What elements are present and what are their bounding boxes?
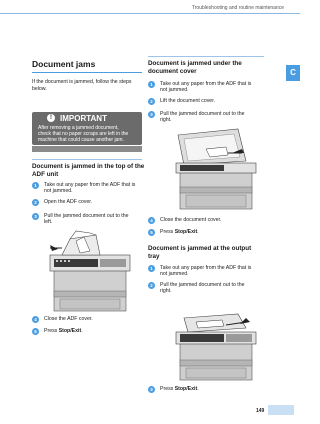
section-rule (148, 56, 264, 57)
section1-heading: Document is jammed in the top of the ADF unit (32, 163, 145, 178)
page-number: 149 (256, 408, 265, 414)
s3-step-1: 1 Take out any paper from the ADF that is not jammed. (148, 265, 251, 278)
s3-step-2: 2 Pull the jammed document out to the right. (148, 282, 245, 295)
printer-output-tray-illustration (166, 298, 266, 382)
step-number-icon: 1 (148, 265, 155, 272)
important-label: IMPORTANT (60, 114, 107, 123)
step-number-icon: 2 (148, 98, 155, 105)
s2-step-1: 1 Take out any paper from the ADF that is not jammed. (148, 81, 251, 94)
step-number-icon: 4 (32, 316, 39, 323)
chapter-tab: C (286, 65, 300, 81)
step-number-icon: 3 (148, 386, 155, 393)
s2-step-2: 2 Lift the document cover. (148, 98, 215, 105)
step-number-icon: 2 (148, 282, 155, 289)
intro-line-2: below. (32, 86, 47, 92)
s2-step-4: 4 Close the document cover. (148, 217, 221, 224)
intro-line-1: If the document is jammed, follow the steps (32, 79, 132, 85)
step-number-icon: 4 (148, 217, 155, 224)
running-header: Troubleshooting and routine maintenance (191, 5, 284, 11)
s1-step-5: 5 Press Stop/Exit. (32, 328, 83, 335)
section-rule (32, 159, 142, 160)
section2-heading: Document is jammed under the document cover (148, 60, 242, 75)
s1-step-2: 2 Open the ADF cover. (32, 199, 92, 206)
header-rule (0, 13, 300, 14)
step-number-icon: 1 (32, 182, 39, 189)
step-number-icon: 5 (148, 229, 155, 236)
step-number-icon: 3 (32, 213, 39, 220)
s2-step-3: 3 Pull the jammed document out to the right. (148, 111, 245, 124)
title-rule (32, 72, 142, 73)
step-number-icon: 3 (148, 111, 155, 118)
page-number-bar (268, 405, 294, 415)
section-title: Document jams (32, 59, 96, 69)
s3-step-3: 3 Press Stop/Exit. (148, 386, 199, 393)
s1-step-4: 4 Close the ADF cover. (32, 316, 93, 323)
section3-heading: Document is jammed at the output tray (148, 245, 252, 260)
exclamation-icon: ! (47, 114, 55, 122)
important-footer-strip (32, 146, 142, 152)
important-text: After removing a jammed document, check that no paper scraps are left in the machine that could cause another jam. (38, 125, 129, 143)
printer-adf-open-illustration (40, 229, 140, 313)
s1-step-3: 3 Pull the jammed document out to the left. (32, 213, 129, 226)
s2-step-5: 5 Press Stop/Exit. (148, 229, 199, 236)
printer-cover-lifted-illustration (166, 127, 266, 211)
step-number-icon: 5 (32, 328, 39, 335)
s1-step-1: 1 Take out any paper from the ADF that is not jammed. (32, 182, 135, 195)
important-box (32, 112, 142, 145)
step-number-icon: 2 (32, 199, 39, 206)
step-number-icon: 1 (148, 81, 155, 88)
